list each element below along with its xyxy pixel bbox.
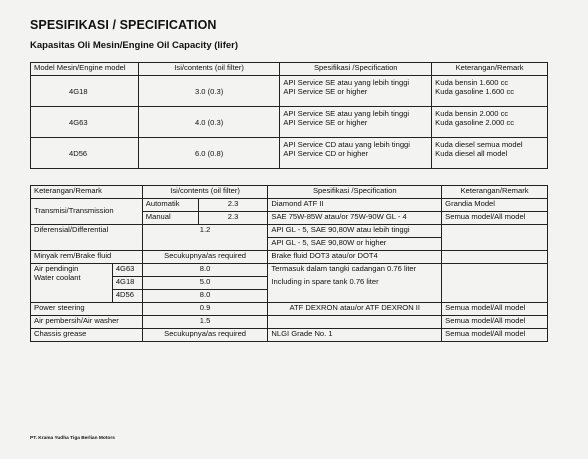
table-row <box>31 251 548 264</box>
remark-line: Kuda diesel all model <box>435 148 508 158</box>
spec-line: API Service CD atau yang lebih tinggi <box>283 140 410 149</box>
header-remark: Keterangan/Remark <box>432 63 548 76</box>
engine-oil-table <box>30 62 548 169</box>
remark-line: Kuda diesel semua model <box>435 140 523 149</box>
remark-empty <box>442 251 548 264</box>
coolant-spec-cell <box>268 264 442 303</box>
oil-capacity: 6.0 (0.8) <box>138 138 279 169</box>
specification-cell <box>280 107 432 138</box>
spec-line: API Service SE atau yang lebih tinggi <box>283 109 410 118</box>
header-specification: Spesifikasi /Specification <box>268 186 442 199</box>
manual-value: 2.3 <box>198 212 268 225</box>
power-steering-label: Power steering <box>31 303 143 316</box>
remark-chassis: Semua model/All model <box>442 329 548 342</box>
remark-cell <box>432 138 548 169</box>
header-remark: Keterangan/Remark <box>31 186 143 199</box>
spec-line: Termasuk dalam tangki cadangan 0.76 liter <box>271 264 417 273</box>
document-subtitle: Kapasitas Oli Mesin/Engine Oil Capacity (lifer) <box>30 40 238 51</box>
table-row <box>31 225 548 238</box>
engine-model: 4G63 <box>31 107 139 138</box>
spec-line: API Service SE or higher <box>283 117 368 127</box>
spec-line: API GL - 5, SAE 90,80W or higher <box>268 238 442 251</box>
header-contents: Isi/contents (oil filter) <box>138 63 279 76</box>
header-specification: Spesifikasi /Specification <box>280 63 432 76</box>
engine-model: 4D56 <box>31 138 139 169</box>
remark-empty <box>442 264 548 303</box>
chassis-value: Secukupnya/as required <box>142 329 268 342</box>
spec-power-steering: ATF DEXRON atau/or ATF DEXRON II <box>268 303 442 316</box>
remark-washer: Semua model/All model <box>442 316 548 329</box>
remark-manual: Semua model/All model <box>442 212 548 225</box>
table-row <box>31 76 548 107</box>
spec-line: Including in spare tank 0.76 liter <box>271 276 379 286</box>
coolant-model: 4G63 <box>112 264 142 277</box>
remark-cell <box>432 107 548 138</box>
header-model: Model Mesin/Engine model <box>31 63 139 76</box>
table-row <box>31 316 548 329</box>
differential-value: 1.2 <box>142 225 268 251</box>
oil-capacity: 3.0 (0.3) <box>138 76 279 107</box>
automatic-value: 2.3 <box>198 199 268 212</box>
remark-automatic: Grandia Model <box>442 199 548 212</box>
remark-line: Kuda gasoline 2.000 cc <box>435 117 515 127</box>
coolant-value: 8.0 <box>142 264 268 277</box>
remark-line: Kuda gasoline 1.600 cc <box>435 86 515 96</box>
spec-empty <box>268 316 442 329</box>
table-row <box>31 138 548 169</box>
spec-line: API Service CD or higher <box>283 148 369 158</box>
coolant-label: Water coolant <box>34 272 81 282</box>
washer-value: 1.5 <box>142 316 268 329</box>
differential-label: Diferensial/Differential <box>31 225 143 251</box>
spec-manual: SAE 75W-85W atau/or 75W-90W GL - 4 <box>268 212 442 225</box>
spec-automatic: Diamond ATF II <box>268 199 442 212</box>
table-header-row <box>31 63 548 76</box>
coolant-model: 4D56 <box>112 290 142 303</box>
coolant-label-cell <box>31 264 113 303</box>
table-row <box>31 107 548 138</box>
power-steering-value: 0.9 <box>142 303 268 316</box>
remark-line: Kuda bensin 1.600 cc <box>435 78 509 87</box>
coolant-label: Air pendingin <box>34 264 79 273</box>
specification-cell <box>280 138 432 169</box>
transmission-label: Transmisi/Transmission <box>31 199 143 225</box>
remark-cell <box>432 76 548 107</box>
chassis-label: Chassis grease <box>31 329 143 342</box>
oil-capacity: 4.0 (0.3) <box>138 107 279 138</box>
spec-line: API Service SE or higher <box>283 86 368 96</box>
table-header-row <box>31 186 548 199</box>
coolant-value: 8.0 <box>142 290 268 303</box>
footer-company: PT. Krama Yudha Tiga Berlian Motors <box>30 436 115 441</box>
remark-line: Kuda bensin 2.000 cc <box>435 109 509 118</box>
table-row <box>31 329 548 342</box>
engine-model: 4G18 <box>31 76 139 107</box>
brake-value: Secukupnya/as required <box>142 251 268 264</box>
table-row <box>31 264 548 277</box>
spec-chassis: NLGI Grade No. 1 <box>268 329 442 342</box>
spec-line: API Service SE atau yang lebih tinggi <box>283 78 410 87</box>
table-row <box>31 199 548 212</box>
spec-line: API GL - 5, SAE 90,80W atau lebih tinggi <box>268 225 442 238</box>
remark-empty <box>442 225 548 251</box>
table-row <box>31 303 548 316</box>
header-contents: Isi/contents (oil filter) <box>142 186 268 199</box>
header-remark-2: Keterangan/Remark <box>442 186 548 199</box>
spec-brake: Brake fluid DOT3 atau/or DOT4 <box>268 251 442 264</box>
fluids-table <box>30 185 548 342</box>
coolant-value: 5.0 <box>142 277 268 290</box>
document-title: SPESIFIKASI / SPECIFICATION <box>30 18 217 32</box>
manual-label: Manual <box>142 212 198 225</box>
brake-label: Minyak rem/Brake fluid <box>31 251 143 264</box>
washer-label: Air pembersih/Air washer <box>31 316 143 329</box>
coolant-model: 4G18 <box>112 277 142 290</box>
specification-cell <box>280 76 432 107</box>
remark-power-steering: Semua model/All model <box>442 303 548 316</box>
automatic-label: Automatik <box>142 199 198 212</box>
